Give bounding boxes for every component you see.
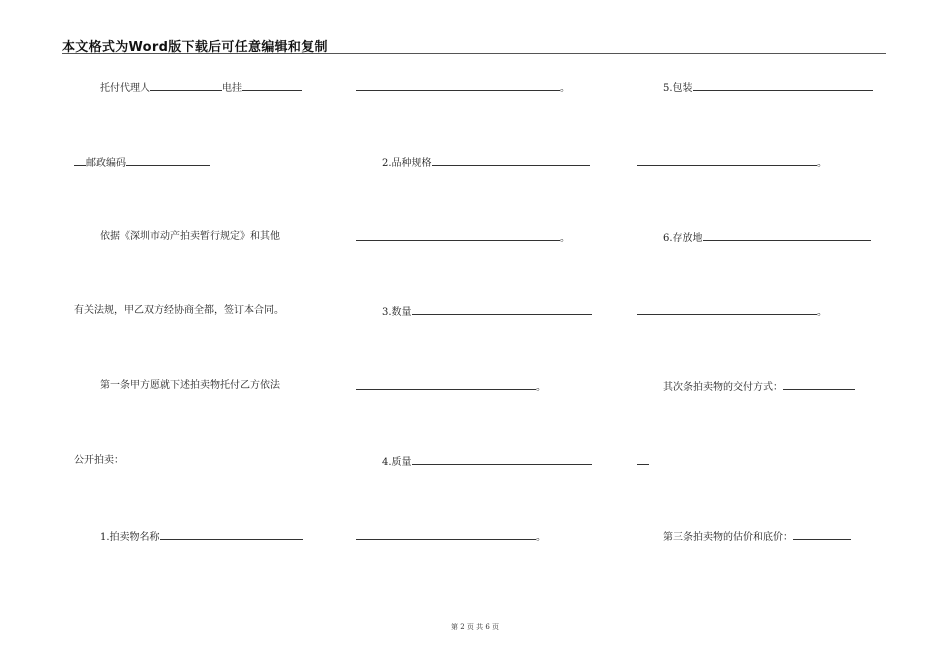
period: 。 xyxy=(536,382,546,393)
quantity-label: 3.数量 xyxy=(382,307,412,318)
postcode-lead-blank[interactable] xyxy=(74,155,86,166)
c3-blank-line-1 xyxy=(637,155,827,171)
period: 。 xyxy=(536,532,546,543)
c3-blank-2[interactable] xyxy=(637,304,817,315)
packaging-line xyxy=(663,80,873,96)
page-number: 第 2 页 共 6 页 xyxy=(450,623,500,631)
c3-short-blank-line xyxy=(637,454,649,470)
c3-blank-1[interactable] xyxy=(637,155,817,166)
storage-blank[interactable] xyxy=(703,230,871,241)
item-name-label: 1.拍卖物名称 xyxy=(100,532,160,543)
quantity-line xyxy=(382,304,592,320)
quantity-blank[interactable] xyxy=(412,304,592,315)
postcode-line xyxy=(74,155,210,171)
item-name-line xyxy=(100,529,303,545)
delivery-label: 其次条拍卖物的交付方式： xyxy=(663,382,783,393)
basis-text: 依据《深圳市动产拍卖暂行规定》和其他 xyxy=(100,231,280,242)
c2-blank-line-3 xyxy=(356,379,546,395)
agent-line xyxy=(100,80,302,96)
packaging-label: 5.包装 xyxy=(663,83,693,94)
header-divider xyxy=(62,53,886,54)
valuation-label: 第三条拍卖物的估价和底价： xyxy=(663,532,793,543)
delivery-blank[interactable] xyxy=(783,379,855,390)
public-auction-text: 公开拍卖： xyxy=(74,455,124,466)
page-header-title: 本文格式为Word版下载后可任意编辑和复制 xyxy=(62,40,328,55)
packaging-blank[interactable] xyxy=(693,80,873,91)
c2-blank-1[interactable] xyxy=(356,80,560,91)
c2-blank-4[interactable] xyxy=(356,529,536,540)
c2-blank-line-4 xyxy=(356,529,546,545)
postcode-label: 邮政编码 xyxy=(86,158,126,169)
agent-label: 托付代理人 xyxy=(100,83,150,94)
period: 。 xyxy=(817,307,827,318)
delivery-line xyxy=(663,379,855,395)
c2-blank-2[interactable] xyxy=(356,230,560,241)
item-name-blank[interactable] xyxy=(160,529,303,540)
spec-label: 2.品种规格 xyxy=(382,158,432,169)
telegram-label: 电挂 xyxy=(222,83,242,94)
telegram-blank[interactable] xyxy=(242,80,302,91)
article-one-text: 第一条甲方愿就下述拍卖物托付乙方依法 xyxy=(100,380,280,391)
quality-blank[interactable] xyxy=(412,454,592,465)
period: 。 xyxy=(560,83,570,94)
c2-blank-3[interactable] xyxy=(356,379,536,390)
agent-blank[interactable] xyxy=(150,80,222,91)
storage-line xyxy=(663,230,871,246)
c3-short-blank[interactable] xyxy=(637,454,649,465)
postcode-blank[interactable] xyxy=(126,155,210,166)
c2-blank-line-1 xyxy=(356,80,570,96)
valuation-line xyxy=(663,529,851,545)
valuation-blank[interactable] xyxy=(793,529,851,540)
c3-blank-line-2 xyxy=(637,304,827,320)
period: 。 xyxy=(560,233,570,244)
quality-line xyxy=(382,454,592,470)
regulation-text: 有关法规，甲乙双方经协商全都，签订本合同。 xyxy=(74,305,284,316)
storage-label: 6.存放地 xyxy=(663,233,703,244)
period: 。 xyxy=(817,158,827,169)
spec-blank[interactable] xyxy=(432,155,590,166)
spec-line xyxy=(382,155,590,171)
quality-label: 4.质量 xyxy=(382,457,412,468)
c2-blank-line-2 xyxy=(356,230,570,246)
